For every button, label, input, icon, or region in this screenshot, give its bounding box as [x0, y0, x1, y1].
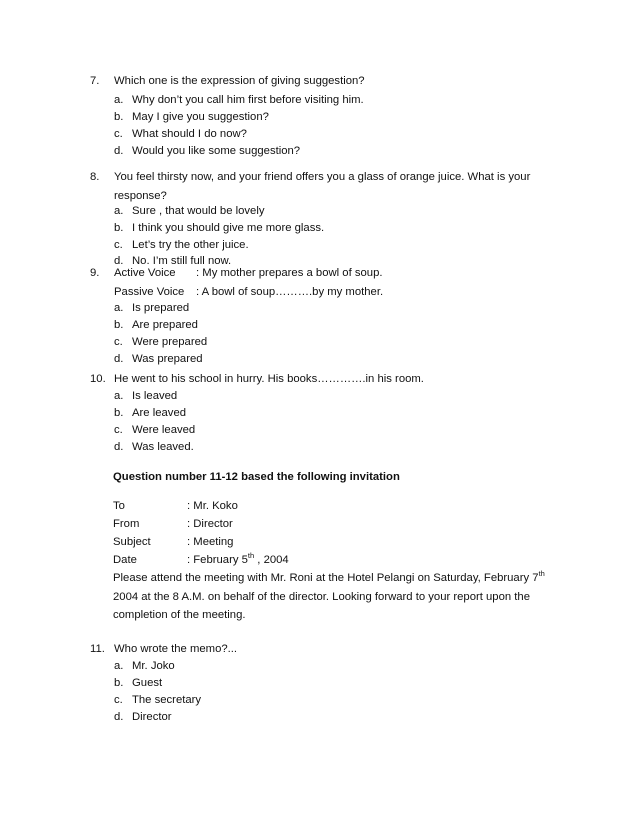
question-stem: He went to his school in hurry. His books………….in his room. [114, 373, 424, 385]
passive-voice-line [114, 283, 384, 301]
memo-date-value [187, 551, 289, 569]
option-letter: a. [114, 94, 124, 106]
memo-from-value: : Director [187, 518, 233, 530]
question-stem: Who wrote the memo?... [114, 643, 238, 655]
option-letter: b. [114, 319, 124, 331]
section-heading: Question number 11-12 based the following invitation [113, 471, 400, 483]
option-text: Was leaved. [132, 441, 194, 453]
option-letter: b. [114, 677, 124, 689]
option-letter: a. [114, 660, 124, 672]
option-text: The secretary [132, 694, 202, 706]
date-text: : February 5 [187, 554, 248, 566]
option-text: Were prepared [132, 336, 208, 348]
memo-to-value: : Mr. Koko [187, 500, 238, 512]
option-letter: c. [114, 128, 123, 140]
option-letter: c. [114, 694, 123, 706]
passive-voice-label: Passive Voice [114, 286, 185, 298]
option-text: Was prepared [132, 353, 203, 365]
memo-subject-value: : Meeting [187, 536, 234, 548]
option-text: I think you should give me more glass. [132, 222, 325, 234]
memo-from-label: From [113, 518, 140, 530]
option-text: What should I do now? [132, 128, 247, 140]
option-letter: c. [114, 239, 123, 251]
option-text: Guest [132, 677, 163, 689]
memo-date-label: Date [113, 554, 137, 566]
option-text: Let’s try the other juice. [132, 239, 249, 251]
memo-body-text-cont: 2004 at the 8 A.M. on behalf of the director. Looking forward to your report upon the completion of the meeting. [113, 590, 530, 621]
memo-body [113, 569, 553, 625]
option-letter: b. [114, 407, 124, 419]
option-letter: a. [114, 205, 124, 217]
question-number: 11. [90, 643, 105, 655]
option-text: Is prepared [132, 302, 190, 314]
option-letter: c. [114, 336, 123, 348]
question-number: 8. [90, 171, 100, 183]
option-letter: a. [114, 302, 124, 314]
option-text: Mr. Joko [132, 660, 175, 672]
option-text: Sure , that would be lovely [132, 205, 265, 217]
question-number: 7. [90, 75, 100, 87]
option-letter: d. [114, 255, 124, 267]
option-letter: b. [114, 222, 124, 234]
option-letter: c. [114, 424, 123, 436]
option-letter: d. [114, 353, 124, 365]
option-letter: a. [114, 390, 124, 402]
question-number: 9. [90, 267, 100, 279]
option-letter: d. [114, 711, 124, 723]
option-text: No. I’m still full now. [132, 255, 232, 267]
question-number: 10. [90, 373, 106, 385]
option-text: Why don’t you call him first before visiting him. [132, 94, 364, 106]
memo-body-ordinal: th [538, 569, 545, 579]
option-letter: d. [114, 145, 124, 157]
memo-to-label: To [113, 500, 125, 512]
option-text: Were leaved [132, 424, 196, 436]
option-letter: b. [114, 111, 124, 123]
option-text: Would you like some suggestion? [132, 145, 301, 157]
date-year: , 2004 [254, 554, 289, 566]
option-text: May I give you suggestion? [132, 111, 269, 123]
option-text: Is leaved [132, 390, 178, 402]
date-ordinal: th [247, 551, 255, 561]
question-stem: You feel thirsty now, and your friend offers you a glass of orange juice. What is your response? [114, 171, 531, 202]
option-text: Are prepared [132, 319, 198, 331]
memo-subject-label: Subject [113, 536, 151, 548]
active-voice-label: Active Voice [114, 267, 176, 279]
option-letter: d. [114, 441, 124, 453]
memo-body-text: Please attend the meeting with Mr. Roni at the Hotel Pelangi on Saturday, February 7 [113, 572, 539, 584]
question-stem: Which one is the expression of giving suggestion? [114, 75, 365, 87]
active-voice-line [114, 264, 383, 282]
passive-voice-text: : A bowl of soup……….by my mother. [196, 286, 384, 298]
option-text: Are leaved [132, 407, 187, 419]
active-voice-text: : My mother prepares a bowl of soup. [196, 267, 383, 279]
option-text: Director [132, 711, 172, 723]
